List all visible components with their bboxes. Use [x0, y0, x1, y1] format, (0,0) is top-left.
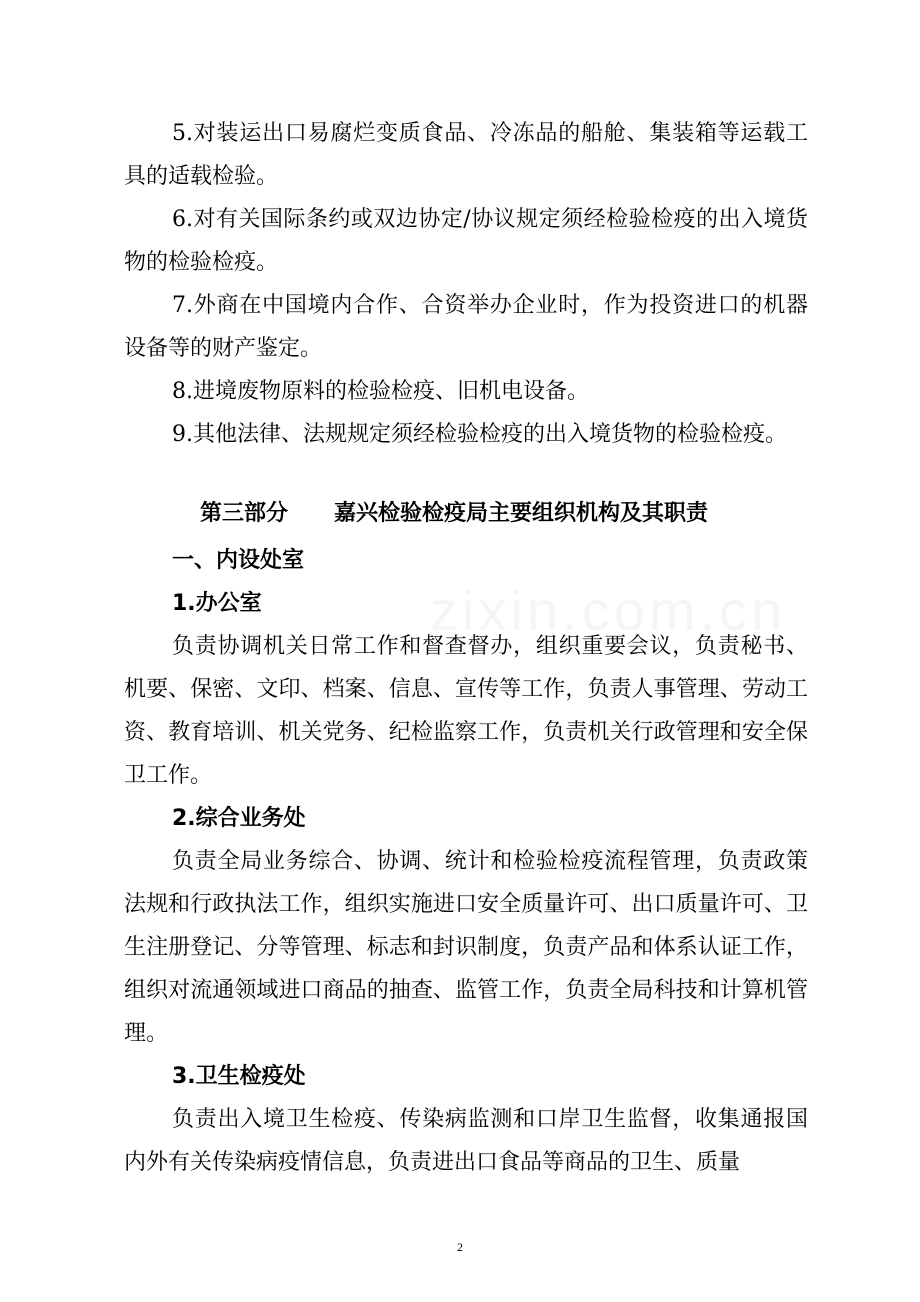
document-page: [124, 112, 808, 1184]
page-number: 2: [457, 1240, 463, 1254]
watermark: zixin.com.cn: [430, 579, 787, 642]
office-description: 负责出入境卫生检疫、传染病监测和口岸卫生监督，收集通报国内外有关传染病疫情信息，负责进出口食品等商品的卫生、质量: [124, 1107, 808, 1175]
office-heading: 1.办公室: [172, 591, 262, 616]
office-heading: 3.卫生检疫处: [172, 1064, 306, 1089]
part-label: 第三部分: [200, 501, 289, 526]
list-item: 7.外商在中国境内合作、合资举办企业时，作为投资进口的机器设备等的财产鉴定。: [124, 293, 808, 361]
list-item: 8.进境废物原料的检验检疫、旧机电设备。: [172, 379, 589, 404]
section-heading: 一、内设处室: [172, 548, 305, 573]
part-heading: 嘉兴检验检疫局主要组织机构及其职责: [334, 501, 709, 526]
list-item: 6.对有关国际条约或双边协定/协议规定须经检验检疫的出入境货物的检验检疫。: [124, 207, 808, 275]
inspection-scope-list: [124, 112, 808, 456]
office-heading: 2.综合业务处: [172, 806, 306, 831]
list-item: 5.对装运出口易腐烂变质食品、冷冻品的船舱、集装箱等运载工具的适载检验。: [124, 121, 808, 189]
part-title: [124, 492, 808, 535]
list-item: 9.其他法律、法规规定须经检验检疫的出入境货物的检验检疫。: [172, 422, 787, 447]
office-description: 负责协调机关日常工作和督查督办，组织重要会议，负责秘书、机要、保密、文印、档案、信息、宣传等工作，负责人事管理、劳动工资、教育培训、机关党务、纪检监察工作，负责机关行政管理和安全保卫工作。: [124, 634, 808, 788]
office-description: 负责全局业务综合、协调、统计和检验检疫流程管理，负责政策法规和行政执法工作，组织实施进口安全质量许可、出口质量许可、卫生注册登记、分等管理、标志和封识制度，负责产品和体系认证工作，组织对流通领域进口商品的抽查、监管工作，负责全局科技和计算机管理。: [124, 849, 808, 1046]
